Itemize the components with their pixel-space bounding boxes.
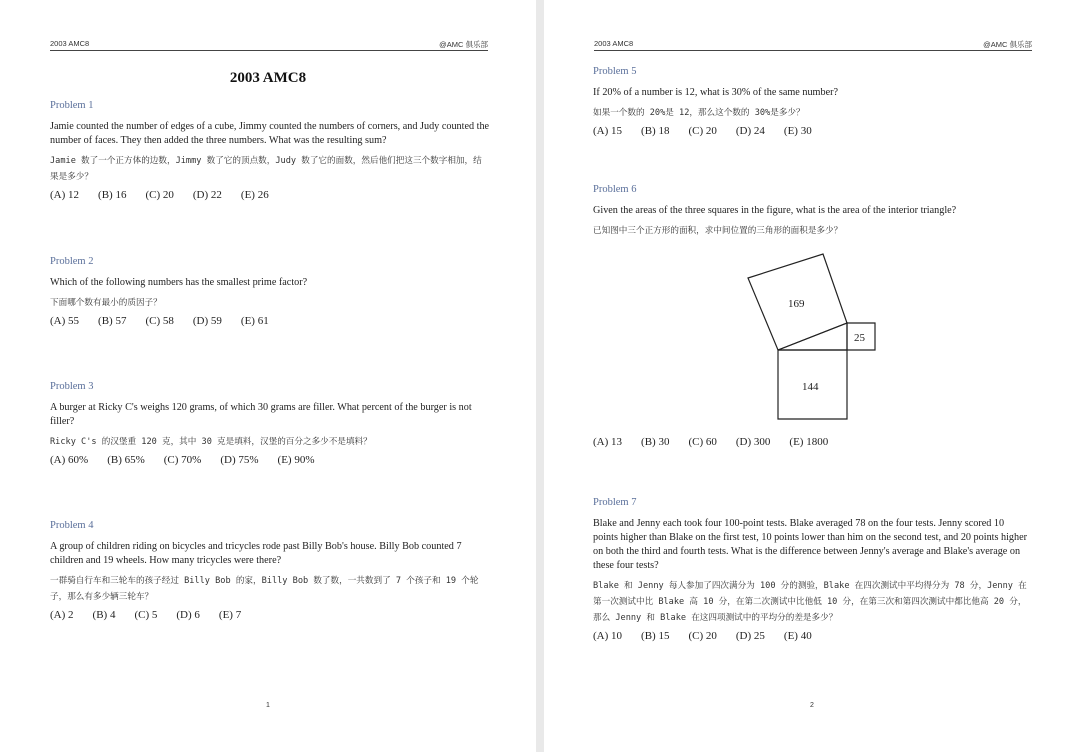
choice-e: (E) 7: [218, 609, 242, 621]
choice-b: (B) 15: [641, 630, 670, 642]
header-right: @AMC 俱乐部: [439, 40, 488, 49]
problem-text-en: Given the areas of the three squares in the figure, what is the area of the interior triangle?: [593, 205, 957, 216]
choice-c: (C) 5: [134, 609, 158, 621]
problem-7: [593, 496, 1031, 644]
answer-choices: [593, 434, 1031, 450]
choice-e: (E) 40: [783, 630, 812, 642]
choice-d: (D) 24: [735, 125, 765, 137]
choice-e: (E) 61: [240, 315, 269, 327]
choice-d: (D) 75%: [220, 454, 259, 466]
problem-text-en: A group of children riding on bicycles and tricycles rode past Billy Bob's house. Billy Bob counted 7 children and 19 wheels. How many tricycles were there?: [50, 541, 462, 566]
problem-title: Problem 3: [50, 381, 94, 392]
problem-title: Problem 2: [50, 256, 94, 267]
choice-b: (B) 16: [98, 189, 127, 201]
problem-6: [593, 183, 1031, 239]
choice-c: (C) 70%: [163, 454, 202, 466]
choice-a: (A) 13: [593, 436, 623, 448]
problem-title: Problem 6: [593, 184, 637, 195]
problem-3: [50, 380, 490, 468]
choice-c: (C) 60: [688, 436, 717, 448]
choice-d: (D) 25: [735, 630, 765, 642]
choice-d: (D) 22: [192, 189, 222, 201]
problem-text-en: Blake and Jenny each took four 100-point tests. Blake averaged 78 on the four tests. Jenny scored 10 points higher than Blake on the first test, 10 points lower than him on the second test, and 20 points higher on both the third and fourth tests. What is the difference between Jenny's average and Blake's average on these four tests?: [593, 518, 1028, 571]
choice-c: (C) 20: [688, 630, 717, 642]
choice-a: (A) 55: [50, 315, 80, 327]
label-169: 169: [788, 298, 805, 310]
choice-c: (C) 20: [145, 189, 174, 201]
problem-title: Problem 1: [50, 100, 94, 111]
document-page-1: [0, 0, 536, 752]
page-header: [594, 38, 1032, 51]
choice-a: (A) 12: [50, 189, 80, 201]
choice-a: (A) 60%: [50, 454, 89, 466]
choice-b: (B) 4: [92, 609, 116, 621]
problem-title: Problem 4: [50, 520, 94, 531]
answer-choices: [50, 313, 490, 329]
choice-a: (A) 10: [593, 630, 623, 642]
problem-text-en: If 20% of a number is 12, what is 30% of the same number?: [593, 87, 839, 98]
answer-choices: [593, 628, 1031, 644]
choice-d: (D) 6: [176, 609, 200, 621]
problem-text-cn: Jamie 数了一个正方体的边数，Jimmy 数了它的顶点数，Judy 数了它的面数，然后他们把这三个数字相加，结果是多少？: [50, 156, 482, 182]
header-left: 2003 AMC8: [594, 39, 634, 48]
choice-b: (B) 65%: [107, 454, 145, 466]
problem-text-cn: 下面哪个数有最小的质因子？: [50, 298, 162, 308]
choice-a: (A) 15: [593, 125, 623, 137]
choice-a: (A) 2: [50, 609, 74, 621]
label-25: 25: [854, 332, 865, 344]
document-title: 2003 AMC8: [229, 70, 307, 86]
choice-d: (D) 300: [735, 436, 771, 448]
problem-text-en: Jamie counted the number of edges of a cube, Jimmy counted the numbers of corners, and Judy counted the number of faces. They then added the three numbers. What was the resulting sum?: [50, 121, 490, 146]
answer-choices: [50, 187, 490, 203]
problem-title: Problem 7: [593, 497, 637, 508]
problem-text-en: A burger at Ricky C's weighs 120 grams, of which 30 grams are filler. What percent of the burger is not filler?: [50, 402, 472, 427]
problem-text-en: Which of the following numbers has the smallest prime factor?: [50, 277, 308, 288]
squares-triangle-figure: [744, 252, 884, 428]
page-number: 1: [266, 702, 270, 709]
page-number: 2: [810, 702, 814, 709]
header-left: 2003 AMC8: [50, 39, 90, 48]
problem-2: [50, 255, 490, 329]
answer-choices: [50, 607, 490, 623]
choice-e: (E) 90%: [277, 454, 315, 466]
choice-d: (D) 59: [192, 315, 222, 327]
problem-text-cn: Ricky C's 的汉堡重 120 克，其中 30 克是填料，汉堡的百分之多少不是填料？: [50, 437, 372, 447]
choice-c: (C) 58: [145, 315, 174, 327]
choice-b: (B) 30: [641, 436, 670, 448]
problem-text-cn: 如果一个数的 20%是 12，那么这个数的 30%是多少？: [593, 108, 805, 118]
problem-1: [50, 99, 490, 203]
choice-c: (C) 20: [688, 125, 717, 137]
interior-triangle: [778, 323, 847, 350]
label-144: 144: [802, 381, 819, 393]
header-right: @AMC 俱乐部: [983, 40, 1032, 49]
problem-4: [50, 519, 490, 623]
choice-b: (B) 57: [98, 315, 127, 327]
problem-6-choices: [593, 432, 1031, 450]
choice-b: (B) 18: [641, 125, 670, 137]
choice-e: (E) 26: [240, 189, 269, 201]
choice-e: (E) 30: [783, 125, 812, 137]
problem-title: Problem 5: [593, 66, 637, 77]
problem-text-cn: 已知图中三个正方形的面积，求中间位置的三角形的面积是多少？: [593, 226, 843, 236]
page-header: [50, 38, 488, 51]
answer-choices: [50, 452, 490, 468]
choice-e: (E) 1800: [789, 436, 829, 448]
problem-5: [593, 65, 1031, 139]
problem-text-cn: 一群骑自行车和三轮车的孩子经过 Billy Bob 的家，Billy Bob 数了数，一共数到了 7 个孩子和 19 个轮子，那么有多少辆三轮车？: [50, 576, 479, 602]
problem-text-cn: Blake 和 Jenny 每人参加了四次满分为 100 分的测验，Blake 在四次测试中平均得分为 78 分，Jenny 在第一次测试中比 Blake 高 10 分，在第二次测试中比他低 10 分，在第三次和第四次测试中都比他高 20 分，那么 Jenny 和 Blake 在这四项测试中的平均分的差是多少？: [593, 581, 1027, 623]
answer-choices: [593, 123, 1031, 139]
